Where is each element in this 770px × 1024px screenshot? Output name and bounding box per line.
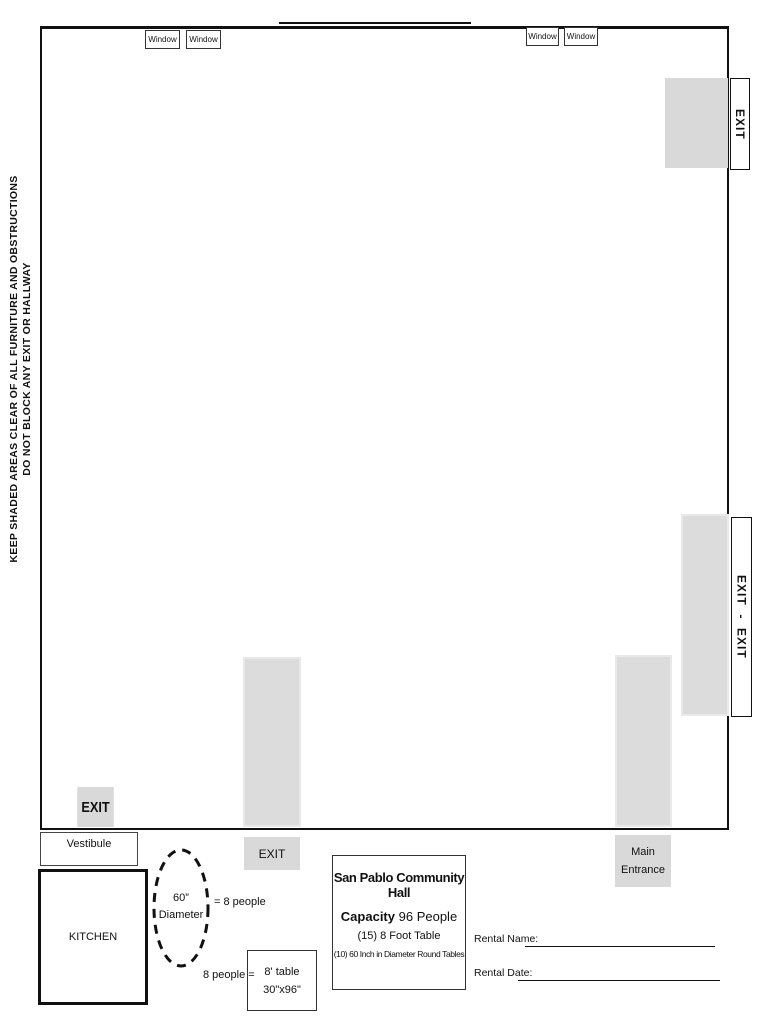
vestibule — [40, 832, 138, 866]
kitchen — [38, 869, 148, 1005]
rect-table-size: 8' table — [264, 965, 300, 978]
round-table-capacity: = 8 people — [214, 896, 266, 908]
shaded-area-top-right — [665, 78, 728, 168]
warning-line-2: DO NOT BLOCK ANY EXIT OR HALLWAY — [21, 262, 33, 476]
rental-date-label: Rental Date: — [474, 967, 533, 979]
info-line-round-tables: (10) 60 Inch in Diameter Round Tables — [333, 949, 465, 959]
warning-line-1: KEEP SHADED AREAS CLEAR OF ALL FURNITURE AND OBSTRUCTIONS — [8, 175, 20, 563]
exit-bottom-center-label: EXIT — [258, 846, 286, 861]
kitchen-label: KITCHEN — [68, 931, 118, 943]
exit-bottom-center — [244, 837, 300, 870]
exit-bottom-left — [77, 787, 114, 827]
round-table-size: 60” — [173, 892, 189, 904]
shaded-area-main-entrance — [615, 655, 672, 827]
main-entrance — [615, 835, 671, 887]
info-box — [332, 855, 466, 990]
main-entrance-line-1: Main — [631, 846, 655, 858]
rect-table-dimensions: 30"x96" — [263, 983, 301, 996]
exit-bottom-left-label: EXIT — [81, 798, 110, 816]
round-table-legend-text — [152, 884, 210, 930]
top-wall-segment — [279, 22, 471, 26]
window-4: Window — [564, 27, 598, 46]
window-1: Window — [145, 30, 180, 49]
rental-name-label: Rental Name: — [474, 933, 539, 945]
rental-date-line[interactable] — [518, 980, 720, 981]
vestibule-label: Vestibule — [66, 838, 112, 850]
window-3: Window — [526, 27, 559, 46]
window-2: Window — [186, 30, 221, 49]
main-entrance-line-2: Entrance — [620, 864, 666, 876]
rect-table-legend — [247, 950, 317, 1011]
round-table-diameter: Diameter — [158, 909, 204, 921]
info-capacity-label: Capacity — [340, 909, 395, 924]
side-warning — [8, 49, 42, 689]
exit-top-right — [730, 78, 750, 170]
shaded-area-right-middle — [681, 514, 729, 716]
info-capacity-value: 96 People — [398, 909, 458, 924]
info-title: San Pablo Community Hall — [333, 870, 465, 900]
info-capacity — [333, 909, 465, 924]
rect-table-capacity: 8 people = — [203, 969, 255, 981]
rental-name-line[interactable] — [525, 946, 715, 947]
exit-right-middle-label: EXIT - EXIT — [734, 575, 749, 659]
exit-right-middle — [731, 517, 752, 717]
exit-top-right-label: EXIT — [733, 108, 747, 140]
shaded-area-bottom-center — [243, 657, 301, 827]
info-line-tables: (15) 8 Foot Table — [357, 930, 441, 942]
